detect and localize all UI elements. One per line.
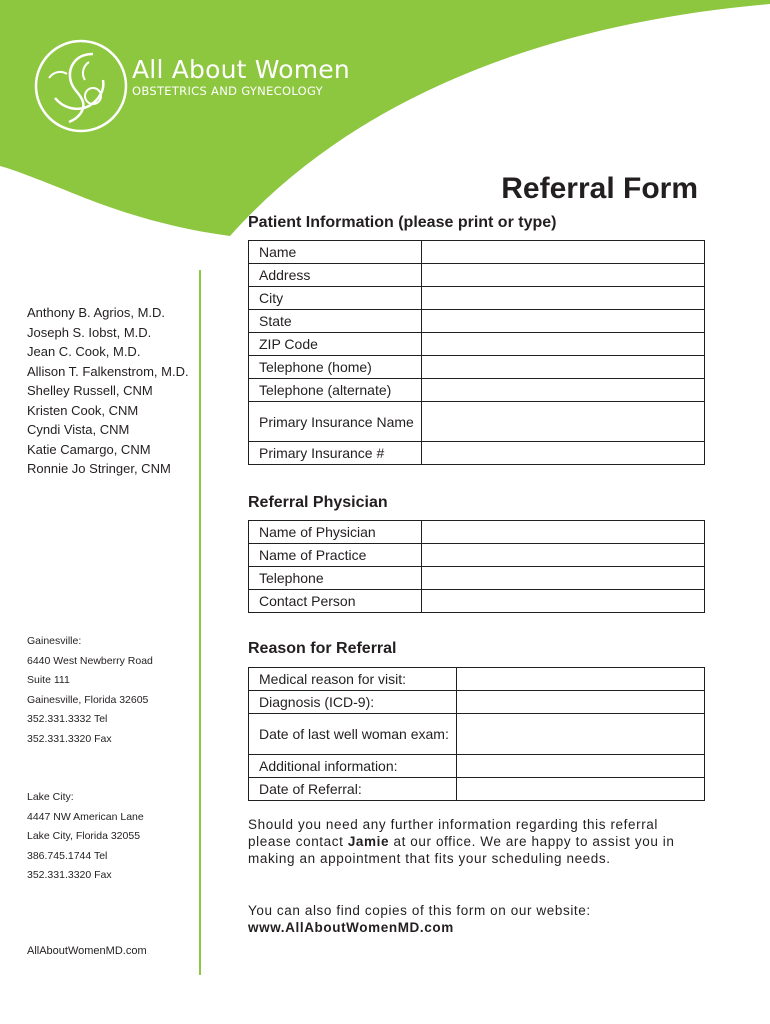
logo-mother-child-icon	[33, 38, 129, 134]
name-field[interactable]	[422, 241, 705, 264]
reason-table	[248, 667, 705, 801]
field-label: Name of Physician	[249, 521, 422, 544]
staff-item: Anthony B. Agrios, M.D.	[27, 305, 166, 320]
location-line: Lake City:	[27, 791, 74, 803]
telephone-alternate-field[interactable]	[422, 379, 705, 402]
staff-item: Katie Camargo, CNM	[27, 441, 151, 457]
location-line: Lake City, Florida 32055	[27, 830, 141, 842]
physician-telephone-field[interactable]	[422, 567, 705, 590]
field-label: Telephone	[249, 567, 422, 590]
zip-field[interactable]	[422, 333, 705, 356]
location-line: 352.331.3320 Fax	[27, 732, 112, 745]
footer-website: AllAboutWomenMD.com	[27, 945, 147, 957]
location-lake-city	[27, 788, 144, 886]
field-label: Address	[249, 264, 422, 287]
physician-table	[248, 520, 705, 613]
brand-name: All About Women	[132, 55, 350, 84]
website-note-text: You can also find copies of this form on our website:	[248, 903, 591, 918]
website-link[interactable]: www.AllAboutWomenMD.com	[248, 920, 454, 935]
contact-paragraph	[248, 816, 704, 867]
field-label: Telephone (home)	[249, 356, 422, 379]
field-label: Medical reason for visit:	[249, 668, 457, 691]
medical-reason-field[interactable]	[457, 668, 705, 691]
insurance-name-field[interactable]	[422, 402, 705, 442]
contact-text-pre: Should you need any further information regarding this referral please contact	[248, 817, 659, 849]
website-note	[248, 902, 704, 936]
state-field[interactable]	[422, 310, 705, 333]
page-title: Referral Form	[501, 172, 698, 205]
staff-item: Jean C. Cook, M.D.	[27, 344, 141, 359]
staff-item: Joseph S. Iobst, M.D.	[27, 324, 152, 340]
field-label: City	[249, 287, 422, 310]
field-label: ZIP Code	[249, 333, 422, 356]
address-field[interactable]	[422, 264, 705, 287]
field-label: Date of Referral:	[249, 778, 457, 801]
physician-section-title: Referral Physician	[248, 494, 388, 511]
staff-item: Ronnie Jo Stringer, CNM	[27, 461, 171, 476]
reason-section-title: Reason for Referral	[248, 640, 397, 657]
field-label: State	[249, 310, 422, 333]
physician-name-field[interactable]	[422, 521, 705, 544]
field-label: Diagnosis (ICD-9):	[249, 691, 457, 714]
staff-list	[27, 303, 189, 479]
location-line: 4447 NW American Lane	[27, 810, 144, 823]
field-label: Primary Insurance #	[249, 442, 422, 465]
field-label: Additional information:	[249, 755, 457, 778]
staff-item: Kristen Cook, CNM	[27, 402, 139, 418]
practice-name-field[interactable]	[422, 544, 705, 567]
additional-info-field[interactable]	[457, 755, 705, 778]
field-label: Contact Person	[249, 590, 422, 613]
sidebar-divider	[199, 270, 201, 975]
location-line: 6440 West Newberry Road	[27, 654, 153, 667]
last-exam-date-field[interactable]	[457, 714, 705, 755]
staff-item: Allison T. Falkenstrom, M.D.	[27, 363, 189, 379]
contact-person-field[interactable]	[422, 590, 705, 613]
contact-text-post: at our office. We are happy to assist you in making an appointment that fits your scheduling needs.	[248, 834, 675, 866]
patient-section-title: Patient Information (please print or type)	[248, 214, 557, 231]
diagnosis-field[interactable]	[457, 691, 705, 714]
field-label: Name of Practice	[249, 544, 422, 567]
brand	[132, 56, 350, 98]
location-line: 386.745.1744 Tel	[27, 849, 108, 862]
staff-item: Shelley Russell, CNM	[27, 383, 153, 398]
referral-date-field[interactable]	[457, 778, 705, 801]
location-line: 352.331.3332 Tel	[27, 713, 108, 725]
staff-item: Cyndi Vista, CNM	[27, 422, 130, 437]
location-line: Suite 111	[27, 674, 70, 686]
location-line: Gainesville, Florida 32605	[27, 693, 149, 706]
field-label: Date of last well woman exam:	[249, 714, 457, 755]
field-label: Name	[249, 241, 422, 264]
location-line: Gainesville:	[27, 635, 82, 647]
city-field[interactable]	[422, 287, 705, 310]
brand-subtitle: OBSTETRICS AND GYNECOLOGY	[132, 84, 323, 98]
location-line: 352.331.3320 Fax	[27, 869, 112, 881]
telephone-home-field[interactable]	[422, 356, 705, 379]
location-gainesville	[27, 632, 153, 749]
contact-name: Jamie	[347, 834, 390, 849]
insurance-number-field[interactable]	[422, 442, 705, 465]
field-label: Telephone (alternate)	[249, 379, 422, 402]
field-label: Primary Insurance Name	[249, 402, 422, 442]
patient-info-table	[248, 240, 705, 465]
